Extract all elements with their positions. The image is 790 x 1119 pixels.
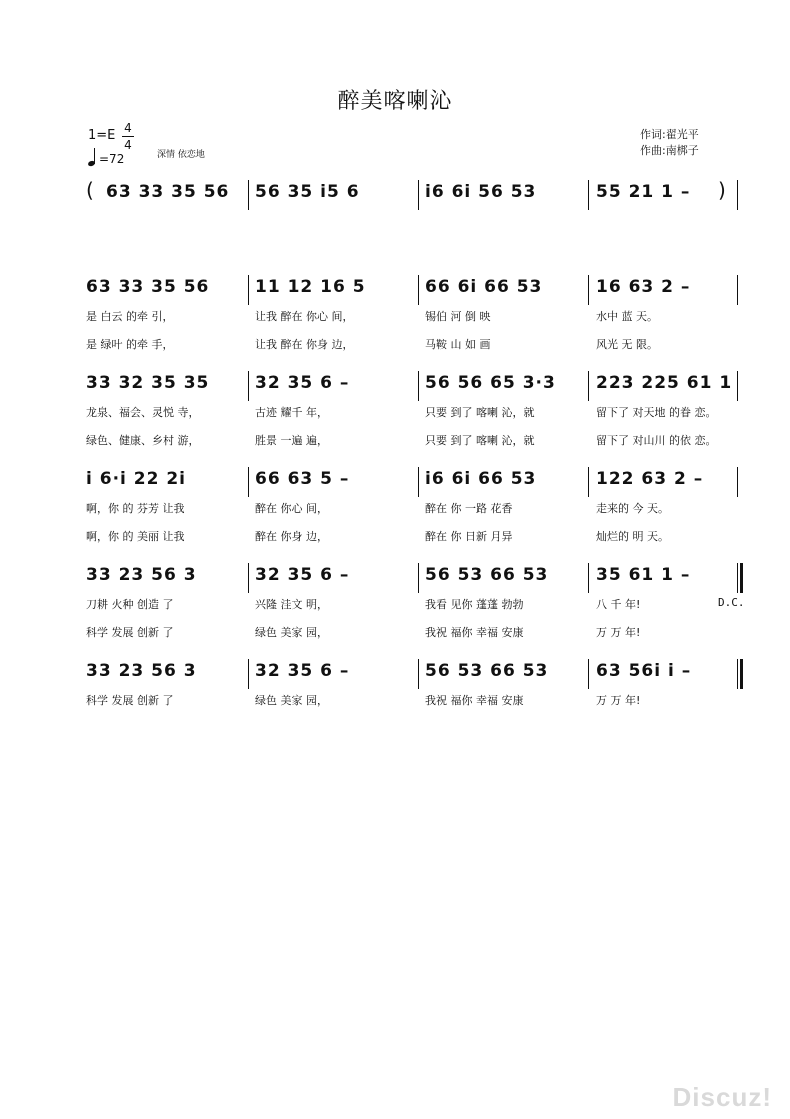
lyric-verse-1: 醉在 你心 间， <box>255 502 328 515</box>
measure-notes: 32 35 6 – <box>255 373 350 393</box>
barline <box>248 371 249 401</box>
lyric-verse-1: 让我 醉在 你心 间， <box>255 310 354 323</box>
lyric-verse-1: 我祝 福你 幸福 安康 <box>425 694 524 707</box>
tempo-value: =72 <box>99 152 125 166</box>
lyric-verse-2: 让我 醉在 你身 边， <box>255 338 354 351</box>
lyric-verse-2: 万 万 年! <box>596 626 641 639</box>
barline <box>737 659 738 689</box>
lyric-verse-1: 古迹 耀千 年， <box>255 406 328 419</box>
measure-notes: 16 63 2 – <box>596 277 691 297</box>
lyric-verse-1: 我看 见你 蓬蓬 勃勃 <box>425 598 524 611</box>
barline <box>588 371 589 401</box>
lyric-verse-1: 万 万 年! <box>596 694 641 707</box>
barline <box>588 180 589 210</box>
measure-notes: 66 63 5 – <box>255 469 350 489</box>
measure-notes: i6 6i 56 53 <box>425 182 537 202</box>
key-signature: 1=E <box>88 128 116 143</box>
barline <box>418 563 419 593</box>
measure-notes: 11 12 16 5 <box>255 277 366 297</box>
barline <box>588 467 589 497</box>
measure-notes: 35 61 1 – <box>596 565 691 585</box>
measure-notes: 32 35 6 – <box>255 565 350 585</box>
measure-notes: 63 33 35 56 <box>86 277 210 297</box>
measure-notes: 33 23 56 3 <box>86 565 197 585</box>
barline <box>248 563 249 593</box>
lyric-verse-1: 是 白云 的牵 引， <box>86 310 174 323</box>
da-capo-mark: D.C. <box>718 596 745 609</box>
quarter-note-icon <box>88 148 97 166</box>
lyric-verse-2: 留下了 对山川 的依 恋。 <box>596 434 717 447</box>
expression-marking: 深情 依恋地 <box>157 150 205 160</box>
barline <box>737 563 738 593</box>
measure-notes: i6 6i 66 53 <box>425 469 537 489</box>
lyric-verse-2: 风光 无 限。 <box>596 338 658 351</box>
time-signature-bottom: 4 <box>124 138 132 152</box>
composer-credit: 作曲:南梆子 <box>640 144 699 157</box>
barline <box>588 275 589 305</box>
lyric-verse-2: 胜景 一遍 遍， <box>255 434 328 447</box>
forum-watermark: Discuz! <box>672 1082 772 1112</box>
lyric-verse-2: 绿色、健康、乡村 游， <box>86 434 200 447</box>
measure-notes: i 6·i 22 2i <box>86 469 187 489</box>
lyric-verse-2: 是 绿叶 的牵 手， <box>86 338 174 351</box>
time-signature-top: 4 <box>124 121 132 135</box>
lyric-verse-1: 水中 蓝 天。 <box>596 310 658 323</box>
barline <box>588 563 589 593</box>
tempo-marking <box>88 148 124 166</box>
barline <box>418 371 419 401</box>
time-signature-divider <box>122 136 134 137</box>
lyric-verse-2: 绿色 美家 园， <box>255 626 328 639</box>
lyric-verse-1: 走来的 今 天。 <box>596 502 669 515</box>
measure-notes: 55 21 1 – <box>596 182 691 202</box>
barline <box>418 467 419 497</box>
lyric-verse-2: 科学 发展 创新 了 <box>86 626 174 639</box>
measure-notes: 122 63 2 – <box>596 469 704 489</box>
lyric-verse-1: 啊，你 的 芬芳 让我 <box>86 502 185 515</box>
lyric-verse-2: 只要 到了 喀喇 沁，就 <box>425 434 535 447</box>
measure-notes: 63 33 35 56 <box>106 182 230 202</box>
lyric-verse-2: 灿烂的 明 天。 <box>596 530 669 543</box>
final-barline <box>740 659 743 689</box>
song-title: 醉美喀喇沁 <box>337 89 453 114</box>
final-barline <box>740 563 743 593</box>
lyric-verse-1: 龙泉、福会、灵悦 寺， <box>86 406 200 419</box>
lyric-verse-2: 我祝 福你 幸福 安康 <box>425 626 524 639</box>
measure-notes: 223 225 61 1 <box>596 373 733 393</box>
barline <box>248 467 249 497</box>
barline <box>248 180 249 210</box>
lyric-verse-1: 只要 到了 喀喇 沁，就 <box>425 406 535 419</box>
barline <box>418 659 419 689</box>
lyric-verse-1: 锡伯 河 倒 映 <box>425 310 491 323</box>
measure-notes: 33 23 56 3 <box>86 661 197 681</box>
lyric-verse-1: 绿色 美家 园， <box>255 694 328 707</box>
barline <box>248 659 249 689</box>
lyric-verse-2: 马鞍 山 如 画 <box>425 338 491 351</box>
barline <box>248 275 249 305</box>
lyricist-credit: 作词:翟光平 <box>640 128 699 141</box>
repeat-paren-open: ( <box>86 178 94 202</box>
repeat-paren-close: ) <box>718 178 726 202</box>
barline <box>588 659 589 689</box>
lyric-verse-1: 科学 发展 创新 了 <box>86 694 174 707</box>
lyric-verse-2: 醉在 你 日新 月异 <box>425 530 513 543</box>
measure-notes: 56 53 66 53 <box>425 565 549 585</box>
barline <box>737 467 738 497</box>
barline <box>418 275 419 305</box>
lyric-verse-2: 啊，你 的 美丽 让我 <box>86 530 185 543</box>
measure-notes: 56 35 i5 6 <box>255 182 360 202</box>
measure-notes: 56 56 65 3·3 <box>425 373 556 393</box>
barline <box>737 180 738 210</box>
barline <box>737 275 738 305</box>
lyric-verse-1: 留下了 对天地 的眷 恋。 <box>596 406 717 419</box>
lyric-verse-1: 醉在 你 一路 花香 <box>425 502 513 515</box>
measure-notes: 66 6i 66 53 <box>425 277 543 297</box>
barline <box>418 180 419 210</box>
measure-notes: 32 35 6 – <box>255 661 350 681</box>
measure-notes: 33 32 35 35 <box>86 373 210 393</box>
measure-notes: 56 53 66 53 <box>425 661 549 681</box>
lyric-verse-1: 刀耕 火种 创造 了 <box>86 598 174 611</box>
measure-notes: 63 56i i – <box>596 661 692 681</box>
barline <box>737 371 738 401</box>
lyric-verse-1: 八 千 年! <box>596 598 641 611</box>
lyric-verse-2: 醉在 你身 边， <box>255 530 328 543</box>
credits <box>640 127 699 159</box>
lyric-verse-1: 兴隆 洼文 明， <box>255 598 328 611</box>
